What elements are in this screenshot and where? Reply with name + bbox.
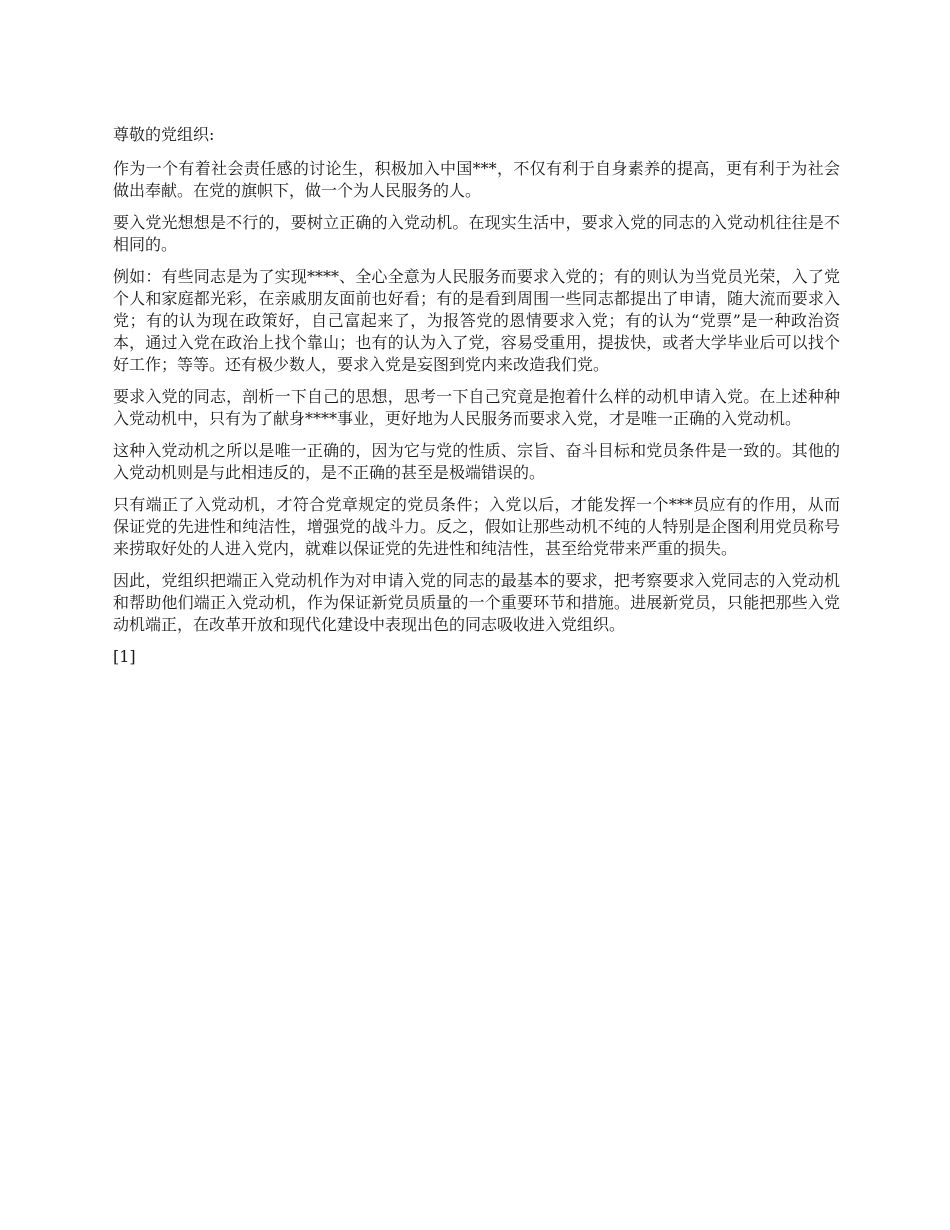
paragraph-1: 作为一个有着社会责任感的讨论生，积极加入中国***，不仅有利于自身素养的提高，更有利于为社会做出奉献。在党的旗帜下，做一个为人民服务的人。: [113, 159, 840, 200]
paragraph-4: 要求入党的同志，剖析一下自己的思想，思考一下自己究竟是抱着什么样的动机申请入党。在上述种种入党动机中，只有为了献身****事业，更好地为人民服务而要求入党，才是唯一正确的入党动机。: [113, 387, 840, 428]
paragraph-7: 因此，党组织把端正入党动机作为对申请入党的同志的最基本的要求，把考察要求入党同志的入党动机和帮助他们端正入党动机，作为保证新党员质量的一个重要环节和措施。进展新党员，只能把那些入党动机端正，在改革开放和现代化建设中表现出色的同志吸收进入党组织。: [113, 571, 840, 634]
document-body: [113, 124, 840, 678]
salutation: 尊敬的党组织:: [113, 125, 215, 144]
paragraph-6: 只有端正了入党动机，才符合党章规定的党员条件；入党以后，才能发挥一个***员应有的作用，从而保证党的先进性和纯洁性，增强党的战斗力。反之，假如让那些动机不纯的人特别是企图利用党员称号来捞取好处的人进入党内，就难以保证党的先进性和纯洁性，甚至给党带来严重的损失。: [113, 495, 840, 558]
paragraph-2: 要入党光想想是不行的，要树立正确的入党动机。在现实生活中，要求入党的同志的入党动机往往是不相同的。: [113, 213, 840, 254]
paragraph-3: 例如：有些同志是为了实现****、全心全意为人民服务而要求入党的；有的则认为当党员光荣，入了党个人和家庭都光彩，在亲戚朋友面前也好看；有的是看到周围一些同志都提出了申请，随大流而要求入党；有的认为现在政策好，自己富起来了，为报答党的恩情要求入党；有的认为“党票”是一种政治资本，通过入党在政治上找个靠山；也有的认为入了党，容易受重用，提拔快，或者大学毕业后可以找个好工作；等等。还有极少数人，要求入党是妄图到党内来改造我们党。: [113, 267, 840, 374]
paragraph-5: 这种入党动机之所以是唯一正确的，因为它与党的性质、宗旨、奋斗目标和党员条件是一致的。其他的入党动机则是与此相违反的，是不正确的甚至是极端错误的。: [113, 441, 840, 482]
footnote-reference: [1]: [113, 647, 136, 666]
